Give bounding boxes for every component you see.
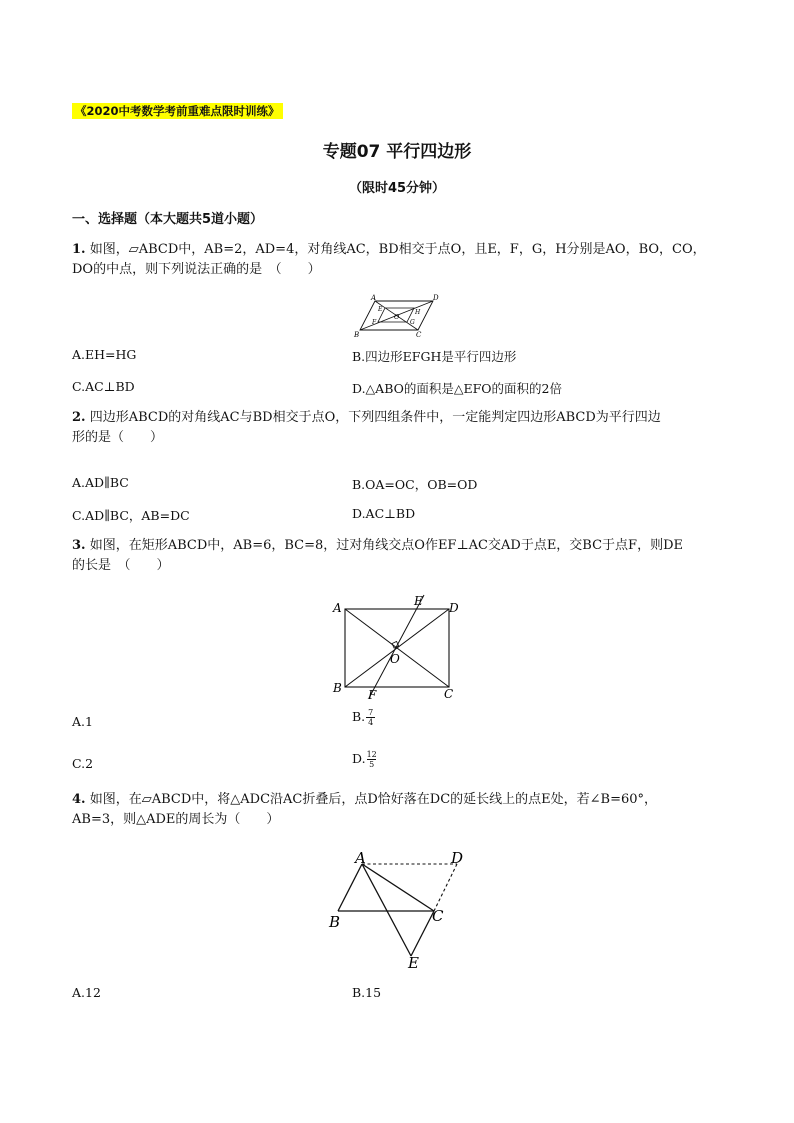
segment-ab (338, 864, 362, 911)
fraction-numerator: 7 (368, 708, 374, 717)
fraction-denominator: 5 (369, 760, 375, 769)
line-ef (369, 595, 424, 698)
question-text: DO的中点，则下列说法正确的是 （ ） (72, 262, 321, 277)
option-b (352, 708, 375, 727)
vertex-label: B (333, 681, 342, 695)
question-text: 如图，在矩形ABCD中，AB=6，BC=8，过对角线交点O作EF⊥AC交AD于点E，交BC于点F，则DE (89, 538, 683, 553)
vertex-label: A (371, 294, 377, 302)
question-text: 形的是（ ） (72, 430, 164, 445)
vertex-label: E (378, 306, 383, 313)
option-prefix: D. (352, 751, 366, 766)
vertex-label: C (432, 907, 444, 925)
option-a: A.12 (72, 985, 101, 1000)
option-prefix: B. (352, 709, 366, 724)
vertex-label: A (355, 849, 366, 867)
question-2 (72, 408, 732, 448)
fraction (367, 750, 377, 769)
vertex-label: G (410, 319, 415, 326)
question-number: 3. (72, 538, 86, 553)
option-a: A.1 (72, 714, 93, 729)
option-d (352, 750, 377, 769)
question-text: 四边形ABCD的对角线AC与BD相交于点O，下列四组条件中，一定能判定四边形ABCD为平行四边 (89, 410, 661, 425)
option-b: B.15 (352, 985, 382, 1000)
question-number: 1. (72, 242, 86, 257)
vertex-label: E (414, 594, 423, 608)
segment-dc (434, 864, 457, 911)
option-c: C.AD∥BC，AB=DC (72, 508, 190, 523)
option-b: B.四边形EFGH是平行四边形 (352, 349, 517, 364)
fraction-denominator: 4 (368, 718, 374, 727)
option-a: A.EH=HG (72, 347, 137, 362)
vertex-label: O (390, 652, 400, 666)
vertex-label: D (433, 294, 439, 302)
vertex-label: B (354, 331, 360, 339)
segment-ce (411, 911, 434, 956)
question-text: 的长是 （ ） (72, 558, 170, 573)
fraction (366, 708, 375, 727)
section-heading: 一、选择题（本大题共5道小题） (72, 212, 264, 227)
series-tag: 《2020中考数学考前重难点限时训练》 (72, 103, 283, 119)
page-title: 专题07 平行四边形 (322, 142, 472, 162)
vertex-label: D (449, 601, 459, 615)
question-number: 4. (72, 792, 86, 807)
option-c: C.AC⊥BD (72, 379, 135, 394)
segment-ac (362, 864, 434, 911)
question-1 (72, 240, 732, 280)
vertex-label: E (408, 954, 419, 972)
fraction-numerator: 12 (366, 750, 377, 759)
vertex-label: F (372, 319, 377, 326)
figure-parallelogram (350, 294, 450, 340)
option-b: B.OA=OC，OB=OD (352, 477, 478, 492)
vertex-label: A (333, 601, 342, 615)
vertex-label: C (444, 687, 454, 701)
question-text: 如图，▱ABCD中，AB=2，AD=4，对角线AC，BD相交于点O，且E，F，G，H分别是AO，BO，CO， (89, 242, 706, 257)
question-4 (72, 790, 732, 830)
figure-fold (322, 846, 472, 974)
question-number: 2. (72, 410, 86, 425)
vertex-label: C (416, 331, 422, 339)
vertex-label: B (329, 913, 341, 931)
vertex-label: O (394, 313, 400, 321)
segment-ae (362, 864, 411, 956)
question-text: 如图，在▱ABCD中，将△ADC沿AC折叠后，点D恰好落在DC的延长线上的点E处，若∠B=60°， (89, 792, 658, 807)
option-a: A.AD∥BC (72, 475, 129, 490)
question-3 (72, 536, 732, 576)
vertex-label: H (415, 309, 421, 316)
option-d: D.△ABO的面积是△EFO的面积的2倍 (352, 381, 562, 396)
option-d: D.AC⊥BD (352, 506, 416, 521)
option-c: C.2 (72, 756, 94, 771)
vertex-label: D (451, 849, 464, 867)
figure-rectangle (326, 592, 476, 704)
time-limit: （限时45分钟） (348, 181, 446, 196)
vertex-label: F (368, 688, 377, 702)
question-text: AB=3，则△ADE的周长为（ ） (72, 812, 280, 827)
